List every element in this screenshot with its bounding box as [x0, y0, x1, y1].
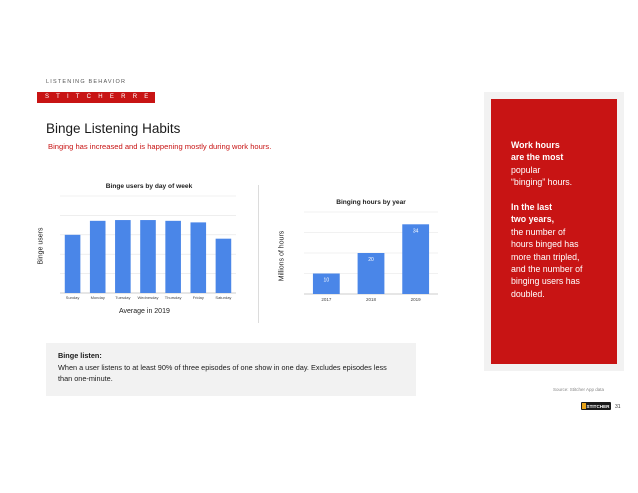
- x-tick-label: 2018: [365, 297, 377, 302]
- definition-title: Binge listen:: [58, 351, 102, 360]
- callout-line: binging users has: [511, 276, 580, 287]
- x-tick-label: 2019: [410, 297, 421, 302]
- callout-line: more than tripled,: [511, 251, 580, 262]
- section-label: LISTENING BEHAVIOR: [46, 79, 127, 85]
- callout-text: [511, 139, 615, 300]
- x-tick-label: 2017: [321, 297, 332, 302]
- callout-line: “binging” hours.: [511, 177, 573, 188]
- chart2-ylabel: Millions of hours: [278, 230, 286, 282]
- x-tick-label: Monday: [90, 295, 105, 300]
- callout-line: hours binged has: [511, 239, 579, 250]
- page-subtitle: Binging has increased and is happening mostly during work hours.: [48, 142, 272, 151]
- definition-box: [46, 343, 416, 396]
- x-tick-label: Sunday: [65, 295, 80, 300]
- definition-text: When a user listens to at least 90% of three episodes of one show in one day. Excludes episodes less than one-minute.: [58, 363, 387, 383]
- chart1-xlabel: Average in 2019: [119, 308, 170, 315]
- stitcher-logo: [581, 400, 611, 412]
- logo-text: STITCHER: [586, 404, 610, 410]
- callout-line: and the number of: [511, 264, 583, 275]
- x-tick-label: Saturday: [215, 295, 232, 300]
- x-tick-label: Tuesday: [115, 295, 131, 300]
- callout-line: Work hours: [511, 140, 560, 150]
- data-label: 20: [368, 257, 374, 263]
- bar-2019: [402, 224, 429, 294]
- report-label: S T I T C H E R R E P O R T 2 0 2 0: [45, 94, 239, 100]
- callout-line: doubled.: [511, 288, 545, 299]
- source-note: Source: Stitcher App data: [553, 387, 605, 392]
- x-tick-label: Thursday: [164, 295, 182, 300]
- x-tick-label: Friday: [192, 295, 204, 300]
- callout-line: two years,: [511, 214, 555, 225]
- page-number: 31: [615, 404, 621, 410]
- page-title: Binge Listening Habits: [46, 121, 181, 136]
- callout-line: are the most: [511, 152, 564, 163]
- callout-line: popular: [511, 164, 541, 175]
- chart1-title: Binge users by day of week: [105, 183, 193, 190]
- data-label: 10: [323, 277, 330, 284]
- callout-spacer: [511, 189, 615, 201]
- chart1-ylabel: Binge users: [37, 227, 45, 265]
- x-tick-label: Wednesday: [137, 295, 159, 300]
- data-label: 34: [412, 228, 419, 235]
- callout-line: In the last: [511, 202, 553, 213]
- chart2-title: Binging hours by year: [336, 199, 406, 206]
- callout-line: the number of: [511, 226, 566, 237]
